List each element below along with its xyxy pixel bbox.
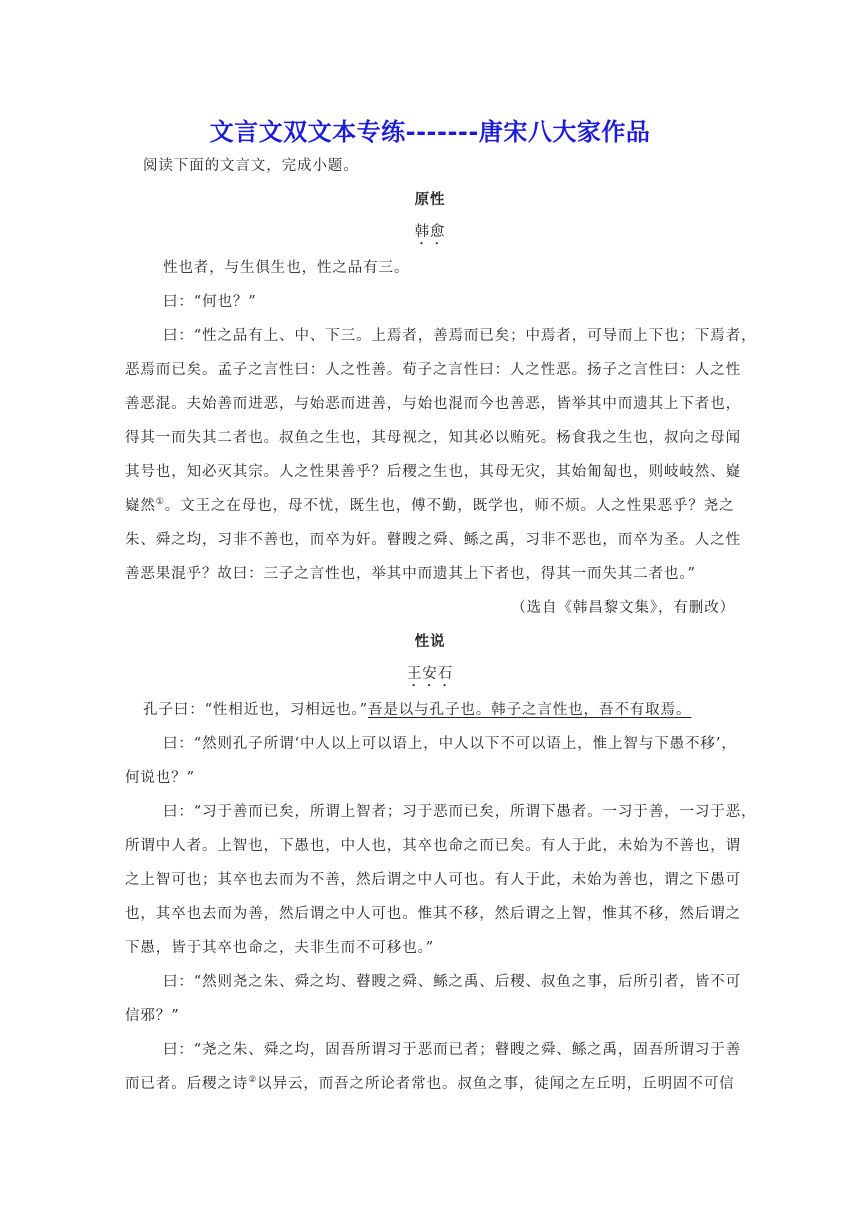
text1-author-name: 韩愈: [414, 224, 446, 240]
text2-line: 也，其卒也去而为善，然后谓之中人可也。惟其不移，然后谓之上智，惟其不移，然后谓之: [125, 906, 741, 922]
text2-author-name: 王安石: [406, 666, 454, 682]
text2-line: 何说也？”: [125, 770, 195, 786]
footnote-marker-2: ②: [248, 1075, 258, 1086]
text2-line: 信邪？”: [125, 1008, 180, 1024]
text1-heading: 原性: [414, 191, 446, 208]
text2-line: 曰：“尧之朱、舜之均，固吾所谓习于恶而已者；瞽瞍之舜、鲧之禹，固吾所谓习于善: [163, 1042, 742, 1058]
footnote-marker-1: ①: [155, 497, 165, 508]
text2-line-part: 而已者。后稷之诗: [125, 1076, 249, 1092]
text2-author: [0, 664, 860, 690]
text1-line: [125, 496, 735, 516]
text2-line-part: 以异云，而吾之所论者常也。叔鱼之事，徒闻之左丘明，丘明固不可信: [257, 1076, 735, 1092]
underlined-sentence: 吾是以与孔子也。韩子之言性也，吾不有取焉。: [367, 702, 692, 718]
text1-line-part: 嶷然: [125, 498, 156, 514]
text1-line: 朱、舜之均，习非不善也，而卒为奸。瞽瞍之舜、鲧之禹，习非不恶也，而卒为圣。人之性: [125, 532, 741, 548]
text1-author: [0, 222, 860, 248]
text2-heading: 性说: [414, 633, 446, 650]
text2-line-part: 孔子曰：“性相近也，习相远也。”: [143, 702, 368, 718]
text2-line: 曰：“然则尧之朱、舜之均、瞽瞍之舜、鲧之禹、后稷、叔鱼之事，后所引者，皆不可: [163, 974, 742, 990]
instruction: 阅读下面的文言文，完成小题。: [143, 158, 359, 174]
text1-source: （选自《韩昌黎文集》，有删改）: [511, 600, 735, 616]
text1-line: 其号也，知必灭其宗。人之性果善乎？后稷之生也，其母无灾，其始匍匐也，则岐岐然、嶷: [125, 464, 741, 480]
text2-line: 之上智可也；其卒也去而为不善，然后谓之中人可也。有人于此，未始为善也，谓之下愚可: [125, 872, 741, 888]
text2-line: 所谓中人者。上智也，下愚也，中人也，其卒也命之而已矣。有人于此，未始为不善也，谓: [125, 838, 741, 854]
text1-line: 善恶果混乎？故曰：三子之言性也，举其中而遗其上下者也，得其一而失其二者也。”: [125, 566, 696, 582]
text2-line: 曰：“然则孔子所谓‘中人以上可以语上，中人以下不可以语上，惟上智与下愚不移’，: [163, 736, 737, 752]
text1-line: 曰：“性之品有上、中、下三。上焉者，善焉而已矣；中焉者，可导而上下也；下焉者，: [163, 328, 757, 344]
text2-line: 曰：“习于善而已矣，所谓上智者；习于恶而已矣，所谓下愚者。一习于善，一习于恶，: [163, 804, 757, 820]
text2-line: [125, 1074, 735, 1094]
text1-line: 善恶混。夫始善而进恶，与始恶而进善，与始也混而今也善恶，皆举其中而遗其上下者也，: [125, 396, 741, 412]
text2-line: 下愚，皆于其卒也命之，夫非生而不可移也。”: [125, 940, 435, 956]
text1-line: 曰：“何也？”: [163, 294, 257, 310]
document-title: 文言文双文本专练-------唐宋八大家作品: [209, 118, 651, 146]
text1-line: 恶焉而已矣。孟子之言性曰：人之性善。荀子之言性曰：人之性恶。扬子之言性曰：人之性: [125, 362, 741, 378]
text1-line-part: 。文王之在母也，母不忧，既生也，傅不勤，既学也，师不烦。人之性果恶乎？尧之: [164, 498, 735, 514]
text1-line: 性也者，与生俱生也，性之品有三。: [163, 260, 410, 276]
text1-line: 得其一而失其二者也。叔鱼之生也，其母视之，知其必以贿死。杨食我之生也，叔向之母闻: [125, 430, 741, 446]
text2-line: [143, 700, 753, 720]
